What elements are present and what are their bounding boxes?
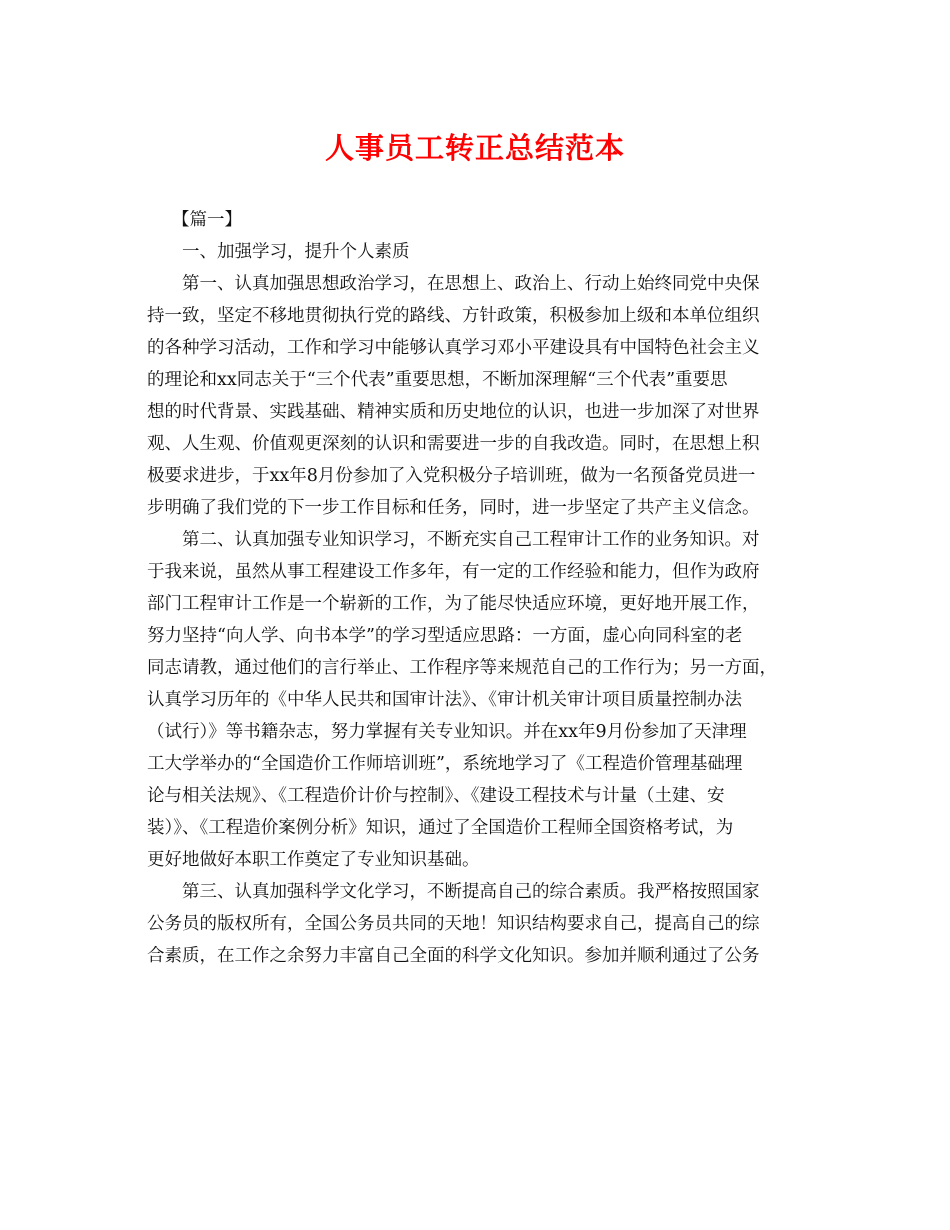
document-title: 人事员工转正总结范本 (324, 131, 625, 165)
paragraph-line: 同志请教，通过他们的言行举止、工作程序等来规范自己的工作行为；另一方面， (147, 658, 777, 678)
paragraph-line: 第三、认真加强科学文化学习，不断提高自己的综合素质。我严格按照国家 (182, 882, 760, 902)
paragraph-line: 合素质，在工作之余努力丰富自己全面的科学文化知识。参加并顺利通过了公务 (147, 946, 760, 966)
paragraph-line: 第一、认真加强思想政治学习，在思想上、政治上、行动上始终同党中央保 (182, 274, 760, 294)
paragraph-line: 公务员的版权所有，全国公务员共同的天地！知识结构要求自己，提高自己的综 (147, 914, 760, 934)
paragraph-line: 持一致，坚定不移地贯彻执行党的路线、方针政策，积极参加上级和本单位组织 (147, 306, 760, 326)
paragraph-line: 工大学举办的“全国造价工作师培训班”，系统地学习了《工程造价管理基础理 (147, 754, 743, 774)
document-body (147, 204, 807, 972)
paragraph-line: 装）》、《工程造价案例分析》知识，通过了全国造价工程师全国资格考试，为 (147, 818, 734, 838)
paragraph-line: 更好地做好本职工作奠定了专业知识基础。 (147, 850, 480, 870)
paragraph-line: 第二、认真加强专业知识学习，不断充实自己工程审计工作的业务知识。对 (182, 530, 760, 550)
paragraph-line: 论与相关法规》、《工程造价计价与控制》、《建设工程技术与计量（土建、安 (147, 786, 725, 806)
paragraph-line: 部门工程审计工作是一个崭新的工作，为了能尽快适应环境，更好地开展工作， (147, 594, 760, 614)
paragraph-line: 想的时代背景、实践基础、精神实质和历史地位的认识，也进一步加深了对世界 (147, 402, 760, 422)
paragraph-line: （试行）》等书籍杂志，努力掌握有关专业知识。并在xx年9月份参加了天津理 (147, 722, 747, 742)
paragraph-line: 的理论和xx同志关于“三个代表”重要思想，不断加深理解“三个代表”重要思 (147, 370, 728, 390)
paragraph-line: 努力坚持“向人学、向书本学”的学习型适应思路：一方面，虚心向同科室的老 (147, 626, 743, 646)
paragraph-line: 极要求进步，于xx年8月份参加了入党积极分子培训班，做为一名预备党员进一 (147, 466, 756, 486)
paragraph-line: 于我来说，虽然从事工程建设工作多年，有一定的工作经验和能力，但作为政府 (147, 562, 760, 582)
section-heading: 【篇一】 (172, 210, 242, 230)
subsection-heading: 一、加强学习，提升个人素质 (182, 242, 410, 262)
paragraph-line: 观、人生观、价值观更深刻的认识和需要进一步的自我改造。同时，在思想上积 (147, 434, 760, 454)
paragraph-line: 的各种学习活动，工作和学习中能够认真学习邓小平建设具有中国特色社会主义 (147, 338, 760, 358)
paragraph-line: 认真学习历年的《中华人民共和国审计法》、《审计机关审计项目质量控制办法 (147, 690, 742, 710)
paragraph-line: 步明确了我们党的下一步工作目标和任务，同时，进一步坚定了共产主义信念。 (147, 498, 760, 518)
